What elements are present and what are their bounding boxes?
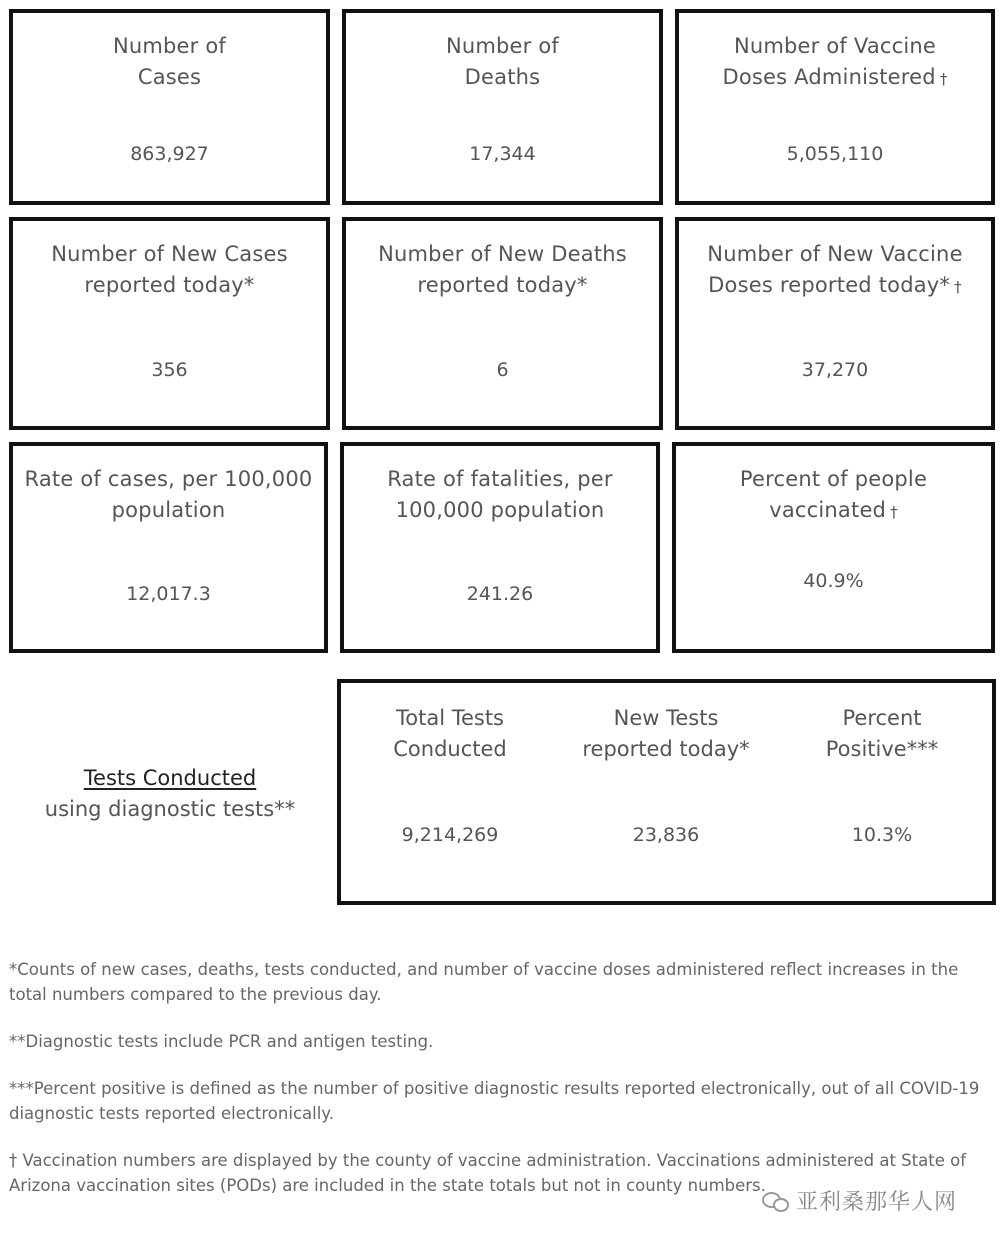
dagger-mark: † (954, 278, 962, 296)
wechat-icon (762, 1191, 788, 1211)
tests-positive-value: 10.3% (851, 824, 913, 846)
tests-total-value: 9,214,269 (401, 824, 499, 846)
footnote: **Diagnostic tests include PCR and antigen testing. (9, 1032, 434, 1051)
card-label: Number of Cases (112, 34, 227, 89)
watermark (762, 1185, 957, 1216)
card-deaths (342, 9, 663, 205)
card-new-cases (9, 217, 330, 430)
card-value: 356 (151, 359, 188, 381)
card-label: Rate of cases, per 100,000 population (24, 467, 313, 522)
card-vaccine-doses (675, 9, 995, 205)
card-value: 37,270 (801, 359, 869, 381)
card-label: Number of New Deaths reported today* (378, 242, 627, 297)
card-fatality-rate (340, 442, 660, 653)
tests-subtitle: using diagnostic tests** (44, 797, 296, 821)
card-label: Rate of fatalities, per 100,000 population (387, 467, 613, 522)
tests-new-label: New Tests reported today* (582, 706, 750, 761)
card-percent-vaccinated (672, 442, 995, 653)
dagger-mark: † (939, 70, 948, 88)
card-label: Number of Vaccine Doses Administered † (722, 34, 948, 89)
card-value: 12,017.3 (126, 583, 211, 605)
card-value: 241.26 (466, 583, 534, 605)
card-label: Number of New Vaccine Doses reported today* † (707, 242, 963, 297)
card-label: Number of Deaths (445, 34, 560, 89)
footnotes (9, 957, 999, 1220)
card-cases (9, 9, 330, 205)
card-value: 6 (496, 359, 509, 381)
card-value: 5,055,110 (786, 143, 884, 165)
footnote: *Counts of new cases, deaths, tests conducted, and number of vaccine doses administered reflect increases in the total numbers compared to the previous day. (9, 960, 959, 1004)
card-label: Percent of people vaccinated † (739, 467, 928, 522)
card-value: 40.9% (803, 570, 864, 592)
tests-new-value: 23,836 (632, 824, 700, 846)
card-new-deaths (342, 217, 663, 430)
card-label: Number of New Cases reported today* (51, 242, 288, 297)
card-value: 863,927 (130, 143, 209, 165)
tests-card (337, 679, 996, 905)
tests-heading: Tests Conducted (83, 766, 257, 790)
dagger-mark: † (890, 503, 898, 521)
tests-positive-label: Percent Positive*** (825, 706, 939, 761)
card-new-vaccine-doses (675, 217, 995, 430)
tests-total-label: Total Tests Conducted (393, 706, 507, 761)
tests-title (20, 763, 320, 825)
card-case-rate (9, 442, 328, 653)
card-value: 17,344 (469, 143, 536, 165)
footnote: ***Percent positive is defined as the number of positive diagnostic results reported electronically, out of all COVID-19 diagnostic tests reported electronically. (9, 1079, 980, 1123)
watermark-text: 亚利桑那华人网 (796, 1190, 958, 1215)
footnote: † Vaccination numbers are displayed by the county of vaccine administration. Vaccinations administered at State of Arizona vaccination sites (PODs) are included in the state totals but not in county numbers. (9, 1151, 966, 1195)
